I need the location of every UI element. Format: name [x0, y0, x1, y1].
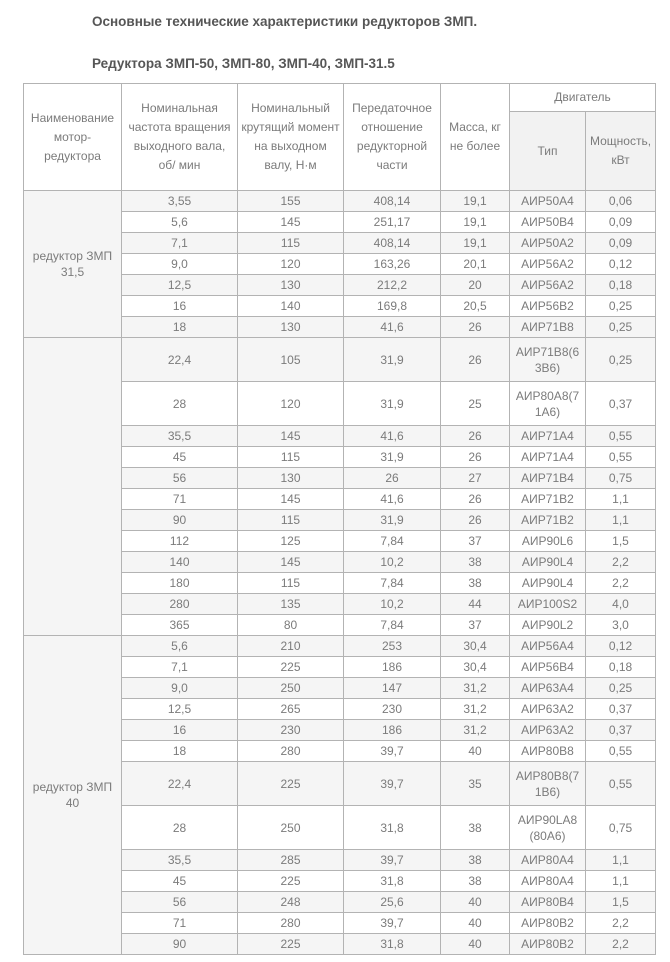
ratio-cell: 39,7 [344, 913, 441, 934]
mass-cell: 26 [441, 317, 510, 338]
motor-power-cell: 0,75 [586, 806, 656, 850]
header-ratio: Передаточное отношение редукторной части [344, 84, 441, 191]
torque-cell: 250 [238, 806, 344, 850]
torque-cell: 115 [238, 233, 344, 254]
torque-cell: 225 [238, 871, 344, 892]
motor-type-cell: АИР100S2 [510, 594, 586, 615]
torque-cell: 135 [238, 594, 344, 615]
torque-cell: 280 [238, 741, 344, 762]
mass-cell: 38 [441, 871, 510, 892]
speed-cell: 16 [122, 296, 238, 317]
motor-power-cell: 2,2 [586, 934, 656, 955]
motor-power-cell: 1,1 [586, 871, 656, 892]
ratio-cell: 147 [344, 678, 441, 699]
speed-cell: 112 [122, 531, 238, 552]
speed-cell: 5,6 [122, 636, 238, 657]
speed-cell: 180 [122, 573, 238, 594]
header-mass: Масса, кг не более [441, 84, 510, 191]
mass-cell: 30,4 [441, 636, 510, 657]
torque-cell: 120 [238, 382, 344, 426]
ratio-cell: 186 [344, 720, 441, 741]
motor-power-cell: 0,55 [586, 741, 656, 762]
motor-power-cell: 4,0 [586, 594, 656, 615]
table-header [24, 84, 656, 191]
ratio-cell: 41,6 [344, 317, 441, 338]
motor-power-cell: 0,12 [586, 254, 656, 275]
torque-cell: 225 [238, 762, 344, 806]
mass-cell: 26 [441, 447, 510, 468]
torque-cell: 285 [238, 850, 344, 871]
group-label-cell [24, 338, 122, 636]
mass-cell: 37 [441, 531, 510, 552]
speed-cell: 7,1 [122, 657, 238, 678]
motor-type-cell: АИР71В8(63В6) [510, 338, 586, 382]
ratio-cell: 230 [344, 699, 441, 720]
speed-cell: 16 [122, 720, 238, 741]
motor-type-cell: АИР90L4 [510, 552, 586, 573]
ratio-cell: 408,14 [344, 191, 441, 212]
speed-cell: 28 [122, 382, 238, 426]
speed-cell: 71 [122, 489, 238, 510]
speed-cell: 28 [122, 806, 238, 850]
mass-cell: 20,5 [441, 296, 510, 317]
mass-cell: 26 [441, 510, 510, 531]
ratio-cell: 10,2 [344, 594, 441, 615]
torque-cell: 115 [238, 573, 344, 594]
motor-type-cell: АИР71В2 [510, 510, 586, 531]
mass-cell: 25 [441, 382, 510, 426]
speed-cell: 140 [122, 552, 238, 573]
motor-type-cell: АИР80В8 [510, 741, 586, 762]
mass-cell: 20,1 [441, 254, 510, 275]
header-motor-power: Мощность, кВт [586, 112, 656, 191]
mass-cell: 44 [441, 594, 510, 615]
ratio-cell: 31,9 [344, 382, 441, 426]
table-group [24, 338, 656, 636]
motor-type-cell: АИР80А4 [510, 871, 586, 892]
mass-cell: 26 [441, 426, 510, 447]
ratio-cell: 7,84 [344, 573, 441, 594]
motor-power-cell: 1,5 [586, 892, 656, 913]
ratio-cell: 25,6 [344, 892, 441, 913]
torque-cell: 155 [238, 191, 344, 212]
motor-type-cell: АИР56В2 [510, 296, 586, 317]
motor-type-cell: АИР80В2 [510, 934, 586, 955]
speed-cell: 18 [122, 741, 238, 762]
table-group [24, 191, 656, 338]
table-row [24, 636, 656, 657]
motor-power-cell: 0,75 [586, 468, 656, 489]
mass-cell: 30,4 [441, 657, 510, 678]
speed-cell: 35,5 [122, 850, 238, 871]
ratio-cell: 251,17 [344, 212, 441, 233]
page-title: Основные технические характеристики редукторов ЗМП. [92, 14, 478, 29]
ratio-cell: 212,2 [344, 275, 441, 296]
table-group [24, 636, 656, 955]
speed-cell: 9,0 [122, 254, 238, 275]
mass-cell: 31,2 [441, 720, 510, 741]
motor-type-cell: АИР90L4 [510, 573, 586, 594]
ratio-cell: 408,14 [344, 233, 441, 254]
motor-type-cell: АИР56А2 [510, 275, 586, 296]
motor-power-cell: 0,25 [586, 338, 656, 382]
motor-power-cell: 0,37 [586, 382, 656, 426]
speed-cell: 12,5 [122, 699, 238, 720]
ratio-cell: 31,9 [344, 510, 441, 531]
ratio-cell: 31,8 [344, 806, 441, 850]
motor-power-cell: 3,0 [586, 615, 656, 636]
motor-type-cell: АИР63А2 [510, 720, 586, 741]
torque-cell: 120 [238, 254, 344, 275]
ratio-cell: 169,8 [344, 296, 441, 317]
motor-type-cell: АИР90L6 [510, 531, 586, 552]
header-speed: Номинальная частота вращения выходного вала, об/ мин [122, 84, 238, 191]
reducer-table [23, 83, 656, 955]
ratio-cell: 10,2 [344, 552, 441, 573]
torque-cell: 265 [238, 699, 344, 720]
header-torque: Номинальный крутящий момент на выходном валу, Н·м [238, 84, 344, 191]
ratio-cell: 7,84 [344, 615, 441, 636]
motor-power-cell: 0,18 [586, 275, 656, 296]
motor-power-cell: 0,55 [586, 426, 656, 447]
speed-cell: 45 [122, 447, 238, 468]
motor-type-cell: АИР71В8 [510, 317, 586, 338]
speed-cell: 18 [122, 317, 238, 338]
motor-type-cell: АИР50А4 [510, 191, 586, 212]
motor-type-cell: АИР50А2 [510, 233, 586, 254]
torque-cell: 140 [238, 296, 344, 317]
torque-cell: 130 [238, 468, 344, 489]
ratio-cell: 41,6 [344, 426, 441, 447]
ratio-cell: 31,8 [344, 934, 441, 955]
ratio-cell: 31,8 [344, 871, 441, 892]
motor-power-cell: 2,2 [586, 573, 656, 594]
motor-power-cell: 0,37 [586, 720, 656, 741]
motor-power-cell: 0,55 [586, 447, 656, 468]
mass-cell: 40 [441, 913, 510, 934]
torque-cell: 250 [238, 678, 344, 699]
torque-cell: 248 [238, 892, 344, 913]
motor-power-cell: 0,25 [586, 678, 656, 699]
ratio-cell: 186 [344, 657, 441, 678]
group-label-cell: редуктор ЗМП 31,5 [24, 191, 122, 338]
speed-cell: 90 [122, 510, 238, 531]
mass-cell: 40 [441, 892, 510, 913]
torque-cell: 225 [238, 657, 344, 678]
torque-cell: 105 [238, 338, 344, 382]
torque-cell: 130 [238, 317, 344, 338]
speed-cell: 22,4 [122, 762, 238, 806]
motor-type-cell: АИР50В4 [510, 212, 586, 233]
motor-type-cell: АИР90L2 [510, 615, 586, 636]
motor-power-cell: 0,09 [586, 233, 656, 254]
motor-power-cell: 0,25 [586, 296, 656, 317]
ratio-cell: 31,9 [344, 338, 441, 382]
motor-type-cell: АИР90LA8(80А6) [510, 806, 586, 850]
mass-cell: 35 [441, 762, 510, 806]
torque-cell: 80 [238, 615, 344, 636]
table-row [24, 338, 656, 382]
torque-cell: 115 [238, 510, 344, 531]
torque-cell: 230 [238, 720, 344, 741]
ratio-cell: 39,7 [344, 762, 441, 806]
motor-power-cell: 2,2 [586, 552, 656, 573]
speed-cell: 5,6 [122, 212, 238, 233]
speed-cell: 35,5 [122, 426, 238, 447]
torque-cell: 280 [238, 913, 344, 934]
torque-cell: 115 [238, 447, 344, 468]
speed-cell: 280 [122, 594, 238, 615]
torque-cell: 145 [238, 426, 344, 447]
motor-type-cell: АИР80А8(71А6) [510, 382, 586, 426]
mass-cell: 19,1 [441, 212, 510, 233]
mass-cell: 20 [441, 275, 510, 296]
mass-cell: 27 [441, 468, 510, 489]
header-motor-group: Двигатель [510, 84, 656, 112]
motor-type-cell: АИР71В4 [510, 468, 586, 489]
motor-type-cell: АИР56А4 [510, 636, 586, 657]
ratio-cell: 39,7 [344, 850, 441, 871]
motor-power-cell: 1,1 [586, 489, 656, 510]
table-row [24, 191, 656, 212]
torque-cell: 130 [238, 275, 344, 296]
mass-cell: 40 [441, 741, 510, 762]
ratio-cell: 31,9 [344, 447, 441, 468]
mass-cell: 40 [441, 934, 510, 955]
mass-cell: 31,2 [441, 678, 510, 699]
motor-type-cell: АИР71А4 [510, 447, 586, 468]
speed-cell: 90 [122, 934, 238, 955]
mass-cell: 38 [441, 806, 510, 850]
motor-power-cell: 0,18 [586, 657, 656, 678]
group-label-cell: редуктор ЗМП 40 [24, 636, 122, 955]
mass-cell: 31,2 [441, 699, 510, 720]
motor-power-cell: 2,2 [586, 913, 656, 934]
ratio-cell: 7,84 [344, 531, 441, 552]
motor-power-cell: 0,09 [586, 212, 656, 233]
motor-type-cell: АИР80А4 [510, 850, 586, 871]
motor-power-cell: 1,1 [586, 510, 656, 531]
speed-cell: 3,55 [122, 191, 238, 212]
header-name: Наименование мотор-редуктора [24, 84, 122, 191]
mass-cell: 38 [441, 552, 510, 573]
motor-type-cell: АИР80В2 [510, 913, 586, 934]
speed-cell: 56 [122, 892, 238, 913]
speed-cell: 365 [122, 615, 238, 636]
motor-power-cell: 0,06 [586, 191, 656, 212]
header-row-top [24, 84, 656, 112]
motor-type-cell: АИР63А4 [510, 678, 586, 699]
speed-cell: 9,0 [122, 678, 238, 699]
motor-type-cell: АИР71В2 [510, 489, 586, 510]
motor-power-cell: 0,55 [586, 762, 656, 806]
speed-cell: 45 [122, 871, 238, 892]
motor-power-cell: 1,1 [586, 850, 656, 871]
torque-cell: 210 [238, 636, 344, 657]
motor-power-cell: 0,37 [586, 699, 656, 720]
ratio-cell: 39,7 [344, 741, 441, 762]
motor-type-cell: АИР56В4 [510, 657, 586, 678]
mass-cell: 26 [441, 338, 510, 382]
page-subtitle: Редуктора ЗМП-50, ЗМП-80, ЗМП-40, ЗМП-31.5 [92, 56, 395, 71]
speed-cell: 7,1 [122, 233, 238, 254]
ratio-cell: 163,26 [344, 254, 441, 275]
torque-cell: 145 [238, 212, 344, 233]
ratio-cell: 41,6 [344, 489, 441, 510]
ratio-cell: 253 [344, 636, 441, 657]
motor-type-cell: АИР63А2 [510, 699, 586, 720]
motor-type-cell: АИР80В8(71В6) [510, 762, 586, 806]
mass-cell: 38 [441, 850, 510, 871]
speed-cell: 12,5 [122, 275, 238, 296]
motor-type-cell: АИР71А4 [510, 426, 586, 447]
torque-cell: 145 [238, 552, 344, 573]
mass-cell: 19,1 [441, 191, 510, 212]
speed-cell: 22,4 [122, 338, 238, 382]
torque-cell: 225 [238, 934, 344, 955]
motor-power-cell: 1,5 [586, 531, 656, 552]
motor-power-cell: 0,12 [586, 636, 656, 657]
ratio-cell: 26 [344, 468, 441, 489]
torque-cell: 145 [238, 489, 344, 510]
mass-cell: 26 [441, 489, 510, 510]
speed-cell: 71 [122, 913, 238, 934]
motor-type-cell: АИР56А2 [510, 254, 586, 275]
mass-cell: 37 [441, 615, 510, 636]
torque-cell: 125 [238, 531, 344, 552]
motor-power-cell: 0,25 [586, 317, 656, 338]
mass-cell: 38 [441, 573, 510, 594]
page [0, 14, 670, 955]
motor-type-cell: АИР80В4 [510, 892, 586, 913]
speed-cell: 56 [122, 468, 238, 489]
header-motor-type: Тип [510, 112, 586, 191]
mass-cell: 19,1 [441, 233, 510, 254]
